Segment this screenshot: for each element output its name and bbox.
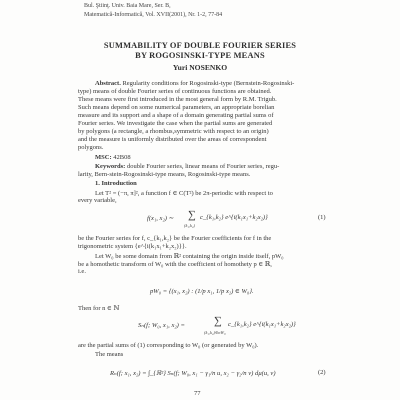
intro-line-5: Let W₀ be some domain from ℝ² containing the origin inside itself, pW₀: [95, 253, 284, 260]
intro-line-2: every variable,: [78, 197, 117, 204]
abstract-line-1: [95, 80, 294, 88]
abstract-line-3: These means were first introduced in the most general form by R.M. Trigub.: [78, 96, 277, 103]
intro-line-7: i.e.: [78, 268, 86, 275]
paper-author: Yuri NOSENKO: [172, 63, 228, 72]
intro-line-8: Then for n ∈ ℕ: [78, 305, 120, 312]
intro-line-10: The means: [95, 351, 124, 358]
keywords-line-1: [95, 163, 279, 170]
msc-label: MSC:: [95, 154, 112, 161]
equation-2-number: (2): [318, 369, 326, 376]
abstract-line-7: by polygons (a rectangle, a rhombus,symmetric with respect to an origin): [78, 128, 269, 135]
abstract-text-1: Regularity conditions for Rogosinski-type (Bernstein-Rogosinski-: [122, 80, 295, 87]
page-number: 77: [194, 390, 201, 397]
intro-line-1: Let T² = (−π, π]², a function f ∈ C(T²) be 2π-periodic with respect to: [95, 190, 273, 197]
section-heading-introduction: 1. Introduction: [95, 180, 137, 187]
equation-2: Rₙ(f; x₁, x₂) = ∫_{ℝ²} Sₙ(f; W₀, x₁ − γ₁/n u, x₂ − γ₂/n v) dμ(u, v): [110, 370, 276, 377]
keywords-line-2: larity, Bern-stein-Rogosinski-type means, Rogosinski-type means.: [78, 171, 251, 178]
equation-1-sum-index: (k₁,k₂): [184, 223, 195, 228]
journal-header-line2: Matematică-Informatică, Vol. XVII(2001), Nr. 1-2, 77-84: [84, 12, 223, 18]
msc-line: [95, 154, 131, 161]
abstract-line-8: and the measure is uniformly distributed over the areas of correspondent: [78, 136, 267, 143]
equation-1-term: c_{k₁,k₂} e^{i(k₁x₁+k₂x₂)}: [200, 214, 268, 221]
journal-header-line1: Bul. Ştiinţ. Univ. Baia Mare, Ser. B,: [84, 3, 171, 9]
equation-partial-sums-term: c_{k₁,k₂} e^{i(k₁x₁+k₂x₂)}: [228, 321, 296, 328]
equation-partial-sums-index: (k₁,k₂)∈nW₀: [204, 330, 226, 335]
abstract-line-2: type) means of double Fourier series of continuous functions are obtained.: [78, 88, 272, 95]
sum-sign: ∑: [214, 315, 222, 327]
abstract-label: Abstract.: [95, 80, 121, 87]
abstract-line-6: Fourier series. We investigate the case when the partial sums are generated: [78, 120, 273, 127]
intro-line-9: are the partial sums of (1) corresponding to W₀ (or generated by W₀).: [78, 342, 259, 349]
equation-1-number: (1): [318, 214, 326, 221]
keywords-label: Keywords:: [95, 163, 126, 170]
abstract-line-5: measure and its support and a shape of a domain generating partial sums of: [78, 112, 274, 119]
sum-sign: ∑: [188, 209, 196, 221]
paper-title-line2: BY ROGOSINSKI-TYPE MEANS: [135, 51, 265, 60]
keywords-text-1: double Fourier series, linear means of Fourier series, regu-: [126, 163, 280, 170]
equation-1-lhs: f(x₁, x₂) ∼: [147, 215, 175, 222]
equation-partial-sums-lhs: Sₙ(f; W₀, x₁, x₂) =: [138, 322, 185, 329]
intro-line-3: be the Fourier series for f, c_{k₁,k₂} be the Fourier coefficients for f in the: [78, 235, 272, 242]
intro-line-6: be a homothetic transform of W₀ with the coefficient of homothety p ∈ ℝ,: [78, 261, 272, 268]
intro-line-4: trigonometric system {e^{i(k₁x₁+k₂x₂)}}.: [78, 243, 187, 250]
abstract-line-9: polygons.: [78, 144, 104, 151]
msc-value: 42B08: [113, 154, 131, 161]
abstract-line-4: Such means depend on some numerical parameters, an appropriate borelian: [78, 104, 275, 111]
equation-homothety: pW₀ = {(x₁, x₂) : (1/p x₁, 1/p x₂) ∈ W₀}.: [150, 288, 254, 295]
paper-title-line1: SUMMABILITY OF DOUBLE FOURIER SERIES: [103, 41, 297, 50]
